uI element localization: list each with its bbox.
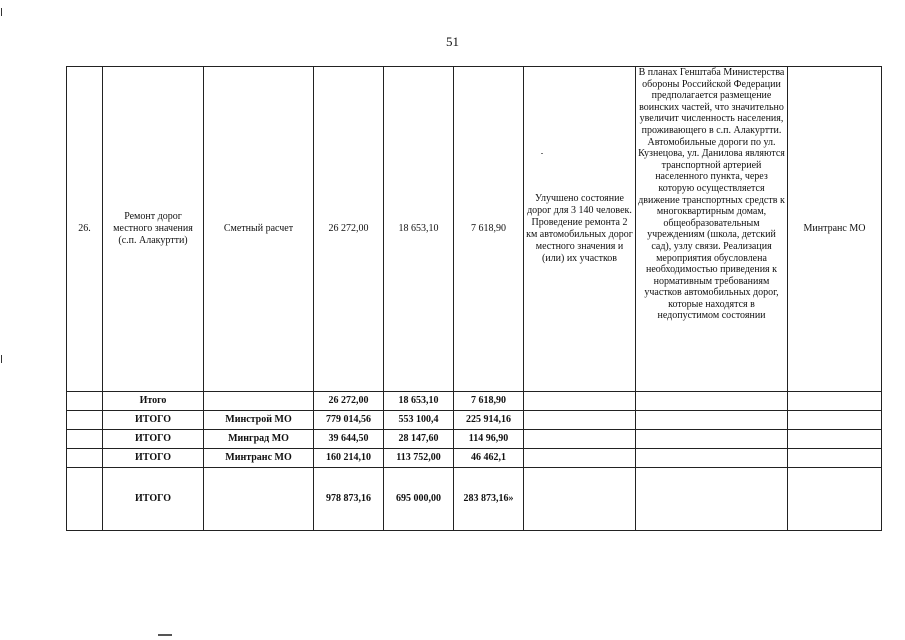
scan-mark-middle xyxy=(1,355,2,363)
total-org: Минстрой МО xyxy=(204,411,314,430)
total-sum: 26 272,00 xyxy=(314,392,384,411)
page-number: 51 xyxy=(446,34,459,49)
scan-mark-top xyxy=(1,8,2,16)
total-budget-2: 7 618,90 xyxy=(454,392,524,411)
grand-total-budget-1: 695 000,00 xyxy=(384,468,454,531)
grand-total-sum: 978 873,16 xyxy=(314,468,384,531)
total-org: Минград МО xyxy=(204,430,314,449)
row-budget-1: 18 653,10 xyxy=(384,67,454,392)
total-budget-2: 46 462,1 xyxy=(454,449,524,468)
total-org xyxy=(204,392,314,411)
total-budget-2: 114 96,90 xyxy=(454,430,524,449)
row-name: Ремонт дорог местного значения (с.п. Алакуртти) xyxy=(103,67,204,392)
total-budget-1: 113 752,00 xyxy=(384,449,454,468)
total-budget-1: 18 653,10 xyxy=(384,392,454,411)
total-row xyxy=(67,411,882,430)
grand-total-row xyxy=(67,468,882,531)
table-row xyxy=(67,67,882,392)
total-sum: 39 644,50 xyxy=(314,430,384,449)
total-label: Итого xyxy=(103,392,204,411)
grand-total-label: ИТОГО xyxy=(103,468,204,531)
program-table xyxy=(66,66,882,531)
row-index: 26. xyxy=(67,67,103,392)
scan-mark-bottom xyxy=(158,634,172,636)
row-reason: В планах Генштаба Министерства обороны Российской Федерации предполагается размещение воинских частей, что значительно увеличит численность населения, проживающего в с.п. Алакуртти. Автомобильные дороги по ул. Кузнецова, ул. Данилова являются транспортной артерией населенного пункта, через которую осуществляется движение транспортных средств к многоквартирным домам, общеобразовательным учреждениям (школа, детский сад), узлу связи. Реализация мероприятия обусловлена необходимостью приведения к нормативным требованиям участков автомобильных дорог, которые находятся в недопустимом состоянии xyxy=(636,67,788,392)
total-budget-2: 225 914,16 xyxy=(454,411,524,430)
total-sum: 779 014,56 xyxy=(314,411,384,430)
total-sum: 160 214,10 xyxy=(314,449,384,468)
total-row xyxy=(67,392,882,411)
total-label: ИТОГО xyxy=(103,430,204,449)
total-label: ИТОГО xyxy=(103,449,204,468)
total-row xyxy=(67,449,882,468)
grand-total-budget-2: 283 873,16» xyxy=(454,468,524,531)
total-label: ИТОГО xyxy=(103,411,204,430)
row-budget-2: 7 618,90 xyxy=(454,67,524,392)
total-row xyxy=(67,430,882,449)
total-budget-1: 28 147,60 xyxy=(384,430,454,449)
row-result: Улучшено состояние дорог для 3 140 человек. Проведение ремонта 2 км автомобильных дорог местного значения и (или) их участков xyxy=(524,67,636,392)
total-org: Минтранс МО xyxy=(204,449,314,468)
row-executor: Минтранс МО xyxy=(788,67,882,392)
row-total: 26 272,00 xyxy=(314,67,384,392)
total-budget-1: 553 100,4 xyxy=(384,411,454,430)
row-basis: Сметный расчет xyxy=(204,67,314,392)
